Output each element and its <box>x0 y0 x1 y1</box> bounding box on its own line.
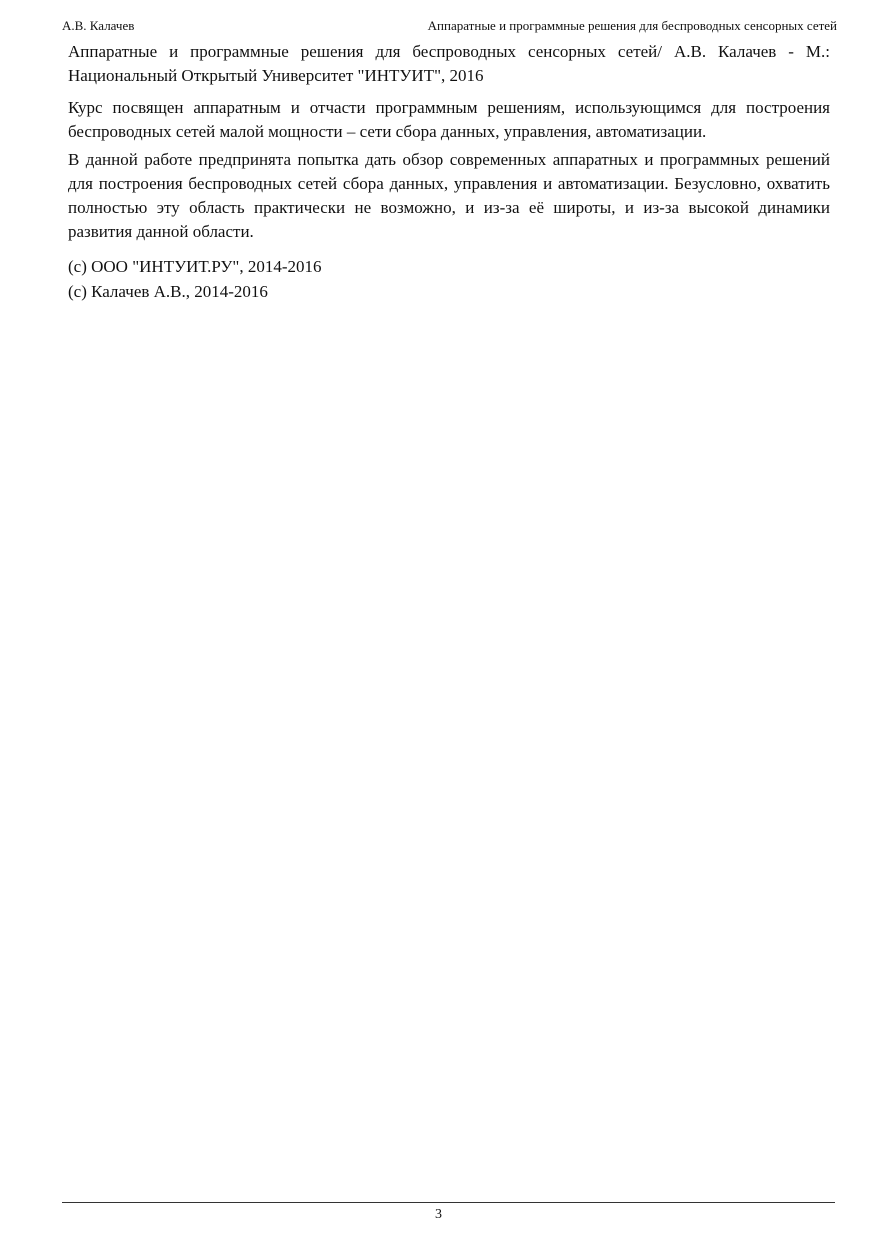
copyright-line-author: (c) Калачев А.В., 2014-2016 <box>68 282 268 301</box>
copyright-line-publisher: (c) ООО "ИНТУИТ.РУ", 2014-2016 <box>68 257 322 276</box>
copyright-block <box>68 254 830 304</box>
page-content <box>68 40 830 304</box>
header-running-title: Аппаратные и программные решения для беспроводных сенсорных сетей <box>427 18 837 33</box>
footer-divider <box>62 1202 835 1203</box>
header-author: А.В. Калачев <box>62 18 135 33</box>
abstract-paragraph-1: Курс посвящен аппаратным и отчасти программным решениям, использующимся для построения беспроводных сетей малой мощности – сети сбора данных, управления, автоматизации. <box>68 98 830 141</box>
bibliographic-citation: Аппаратные и программные решения для беспроводных сенсорных сетей/ А.В. Калачев - М.: Национальный Открытый Университет "ИНТУИТ", 2016 <box>68 42 830 85</box>
page-number: 3 <box>435 1207 442 1222</box>
page-header <box>62 16 837 36</box>
abstract-paragraph-2: В данной работе предпринята попытка дать обзор современных аппаратных и программных решений для построения беспроводных сетей сбора данных, управления и автоматизации. Безусловно, охватить полностью эту область практически не возможно, и из-за её широты, и из-за высокой динамики развития данной области. <box>68 150 830 241</box>
